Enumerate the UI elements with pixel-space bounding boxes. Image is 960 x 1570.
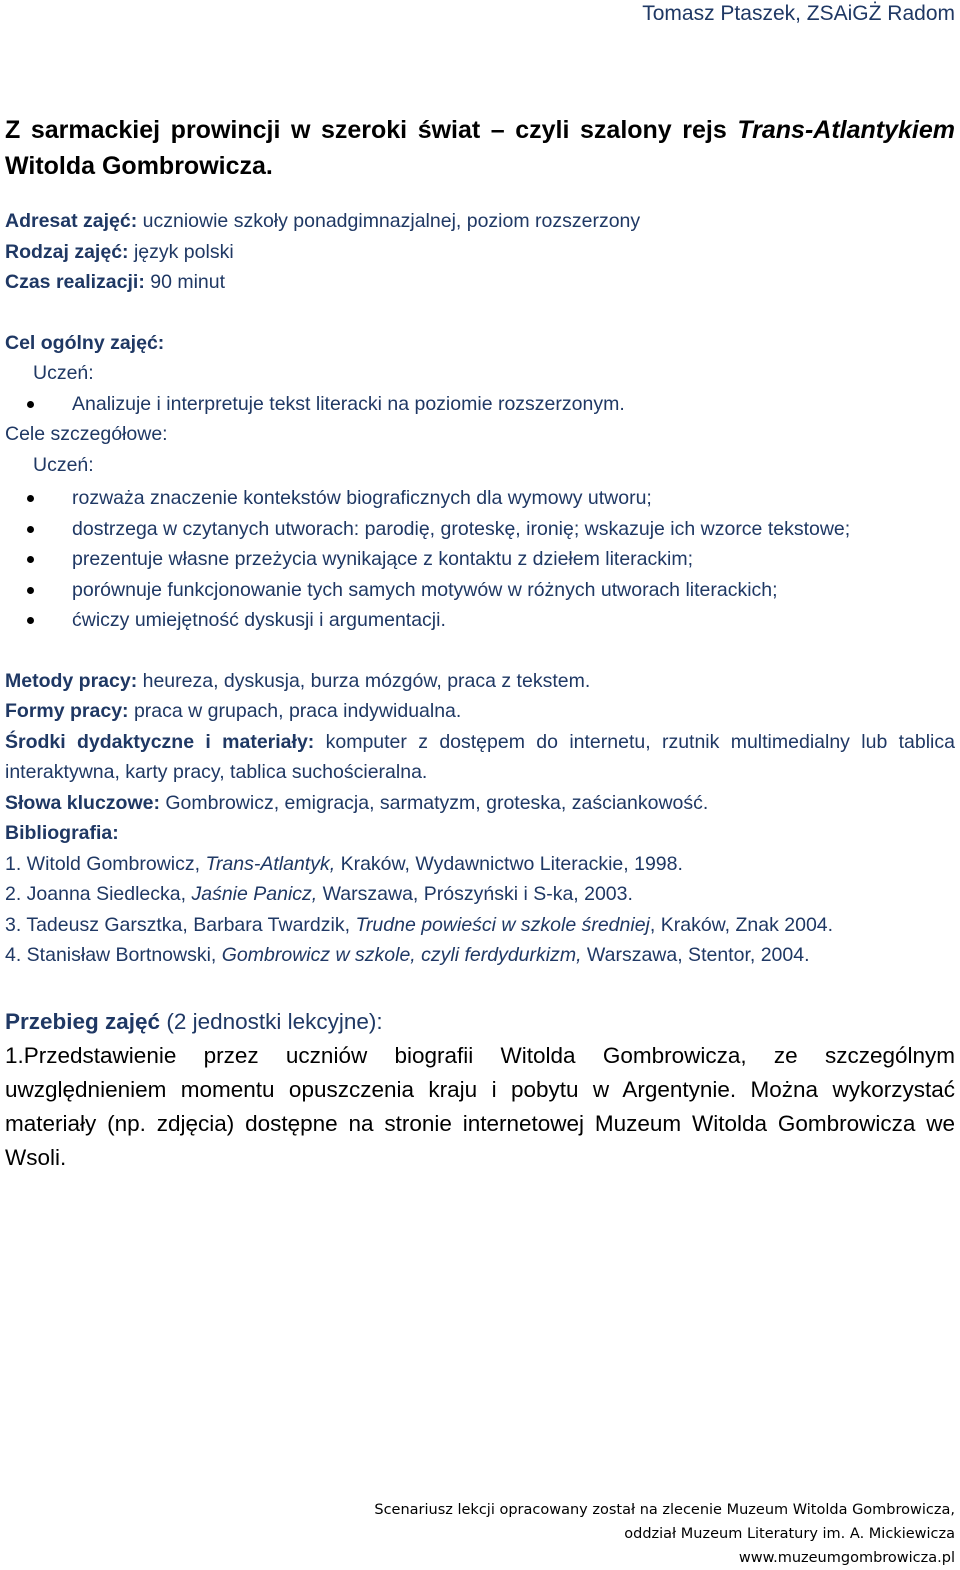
footer-line-1: Scenariusz lekcji opracowany został na zlecenie Muzeum Witolda Gombrowicza, [374,1502,955,1518]
keywords-label: Słowa kluczowe: [5,791,160,814]
lesson-details [5,666,955,971]
goals-specific-heading: Cele szczegółowe: [5,423,168,445]
forms-label: Formy pracy: [5,700,129,722]
footer-url: www.muzeumgombrowicza.pl [738,1550,955,1566]
page-footer [374,1498,955,1570]
bib-author: 3. Tadeusz Garsztka, Barbara Twardzik, [5,913,356,936]
bib-author: 2. Joanna Siedlecka, [5,883,192,905]
title-part2: Witolda Gombrowicza. [5,152,273,180]
meta-type [5,237,955,268]
meta-type-value: język polski [128,240,234,263]
keywords [5,788,955,819]
goal-general-student: Uczeń: [33,362,94,384]
list-item: dostrzega w czytanych utworach: parodię, groteskę, ironię; wskazuje ich wzorce tekstowe; [5,514,955,545]
title-part1: Z sarmackiej prowincji w szeroki świat – czyli szalony rejs [5,116,738,144]
list-item: prezentuje własne przeżycia wynikające z kontaktu z dziełem literackim; [5,544,955,575]
footer-line-2: oddział Muzeum Literatury im. A. Mickiewicza [624,1526,955,1542]
meta-audience [5,206,955,237]
bibliography-item [5,940,955,971]
bibliography-heading: Bibliografia: [5,822,119,844]
bib-publisher: Warszawa, Prószyński i S-ka, 2003. [317,883,633,905]
meta-type-label: Rodzaj zajęć: [5,240,129,263]
forms-value: praca w grupach, praca indywidualna. [128,700,462,722]
title-italic: Trans-Atlantykiem [737,116,955,144]
goals-specific-list [5,483,955,636]
lesson-procedure [5,1005,955,1175]
document-body [5,112,955,1175]
goals-specific-student: Uczeń: [33,453,94,476]
bibliography-item [5,910,955,941]
procedure-suffix: (2 jednostki lekcyjne): [160,1008,383,1034]
bib-publisher: Kraków, Wydawnictwo Literackie, 1998. [335,852,683,875]
procedure-heading [5,1005,955,1039]
bibliography-item [5,879,955,910]
materials-label: Środki dydaktyczne i materiały: [5,730,315,753]
bib-title: Trudne powieści w szkole średniej [355,913,650,936]
meta-duration-value: 90 minut [144,271,226,293]
list-item: rozważa znaczenie kontekstów biograficznych dla wymowy utworu; [5,483,955,514]
materials-value: komputer z dostępem do internetu, rzutnik multimedialny lub tablica interaktywna, karty pracy, tablica suchościeralna. [5,730,955,783]
procedure-step-1: 1.Przedstawienie przez uczniów biografii Witolda Gombrowicza, ze szczególnym uwzględnieniem momentu opuszczenia kraju i pobytu w Argentynie. Można wykorzystać materiały (np. zdjęcia) dostępne na stronie internetowej Muzeum Witolda Gombrowicza we Wsoli. [5,1042,955,1170]
bib-publisher: Warszawa, Stentor, 2004. [581,944,810,966]
methods [5,666,955,697]
bib-title: Gombrowicz w szkole, czyli ferdydurkizm, [221,944,582,966]
meta-duration-label: Czas realizacji: [5,271,145,293]
bib-author: 4. Stanisław Bortnowski, [5,944,222,966]
meta-audience-label: Adresat zajęć: [5,210,138,232]
materials [5,727,955,788]
bibliography-item [5,849,955,880]
bib-title: Jaśnie Panicz, [191,883,318,905]
goal-general-heading: Cel ogólny zajęć: [5,331,165,354]
meta-audience-value: uczniowie szkoły ponadgimnazjalnej, poziom rozszerzony [137,210,641,232]
forms [5,696,955,727]
document-title [5,112,955,184]
methods-value: heureza, dyskusja, burza mózgów, praca z tekstem. [137,669,591,692]
list-item: ćwiczy umiejętność dyskusji i argumentacji. [5,605,955,636]
bib-publisher: , Kraków, Znak 2004. [649,913,834,936]
list-item: Analizuje i interpretuje tekst literacki na poziomie rozszerzonym. [5,389,955,420]
bib-title: Trans-Atlantyk, [205,852,336,875]
procedure-label: Przebieg zajęć [5,1008,161,1034]
bib-author: 1. Witold Gombrowicz, [5,852,206,875]
list-item: porównuje funkcjonowanie tych samych motywów w różnych utworach literackich; [5,575,955,606]
lesson-meta [5,206,955,298]
meta-duration [5,267,955,298]
keywords-value: Gombrowicz, emigracja, sarmatyzm, groteska, zaściankowość. [159,791,709,814]
goal-general-list [5,389,955,420]
page-header-author: Tomasz Ptaszek, ZSAiGŻ Radom [642,2,955,25]
methods-label: Metody pracy: [5,669,138,692]
